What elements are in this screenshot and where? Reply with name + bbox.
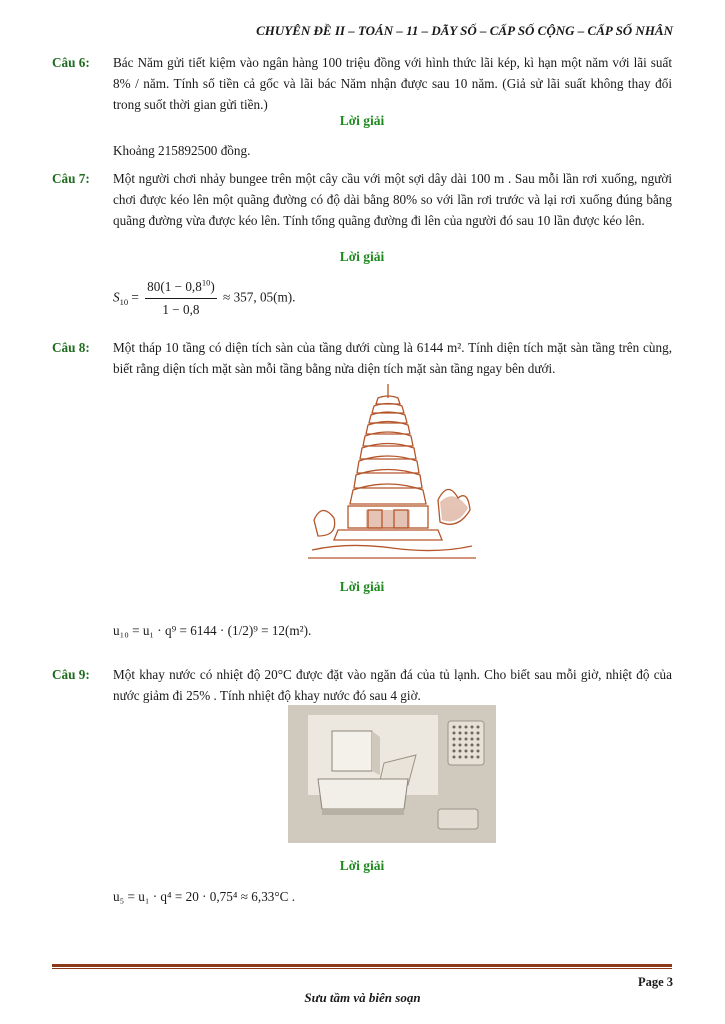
footer-rule bbox=[52, 964, 672, 967]
question-6 bbox=[52, 52, 672, 115]
solution-heading: Lời giải bbox=[339, 113, 385, 128]
question-text: Một tháp 10 tầng có diện tích sàn của tầng dưới cùng là 6144 m². Tính diện tích mặt sàn tầng trên cùng, biết rằng diện tích mặt sàn mỗi tầng bằng nửa diện tích mặt sàn tầng ngay bên dưới. bbox=[113, 340, 672, 376]
formula-exponent: 10 bbox=[201, 277, 211, 288]
question-text: Một người chơi nhảy bungee trên một cây cầu với một sợi dây dài 100 m . Sau mỗi lần rơi xuống, người chơi được kéo lên một quãng đường có độ dài bằng 80% so với lần rơi trước và lại rơi xuống đúng bằng quãng đường vừa được kéo lên. Tính tổng quãng đường đi lên của người đó sau 10 lần được kéo lên. bbox=[113, 171, 672, 228]
question-label: Câu 6: bbox=[52, 55, 90, 70]
formula-numerator: 80(1 − 0,8 bbox=[147, 279, 202, 294]
formula-rhs: ≈ 357, 05(m). bbox=[223, 289, 296, 305]
formula-fraction: $\frac{80(1 - 0,8^{10})}{1 - 0,8}$ bbox=[147, 277, 215, 317]
solution-heading: Lời giải bbox=[339, 579, 385, 594]
footer-note: Sưu tầm và biên soạn bbox=[304, 990, 421, 1005]
question-8 bbox=[52, 337, 672, 379]
question-7 bbox=[52, 168, 672, 231]
question-9 bbox=[52, 664, 672, 706]
formula-lhs-sub: 10 bbox=[119, 297, 129, 308]
formula-s10: $S_{10}$ = $\frac{80(1 - 0,8^{10})}{1 - 0,8}$ ≈ 357, 05(m). bbox=[113, 277, 296, 317]
formula-u5: u₅ = u₁ · q⁴ = 20 · 0,75⁴ ≈ 6,33°C . bbox=[113, 889, 296, 904]
solution-heading: Lời giải bbox=[339, 249, 385, 264]
question-label: Câu 8: bbox=[52, 340, 90, 355]
formula-denominator: 1 − 0,8 bbox=[162, 302, 200, 317]
question-text: Một khay nước có nhiệt độ 20°C được đặt vào ngăn đá của tủ lạnh. Cho biết sau mỗi giờ, nhiệt độ của nước giảm đi 25% . Tính nhiệt độ khay nước đó sau 4 giờ. bbox=[113, 667, 672, 703]
question-label: Câu 9: bbox=[52, 667, 90, 682]
footer-rule-thin bbox=[52, 968, 672, 969]
answer-text: Khoảng 215892500 đồng. bbox=[113, 143, 251, 158]
page-number: Page 3 bbox=[637, 975, 673, 989]
pagoda-image bbox=[308, 380, 476, 562]
freezer-tray-image bbox=[288, 705, 496, 843]
formula-lhs: S bbox=[113, 289, 120, 305]
question-text: Bác Năm gửi tiết kiệm vào ngân hàng 100 triệu đồng với hình thức lãi kép, kì hạn một năm với lãi suất 8% / năm. Tính số tiền cả gốc và lãi bác Năm nhận được sau 10 năm. (Giả sử lãi suất không thay đổi trong suốt thời gian gửi tiền.) bbox=[113, 55, 672, 112]
question-label: Câu 7: bbox=[52, 171, 90, 186]
solution-heading: Lời giải bbox=[339, 858, 385, 873]
page-header: CHUYÊN ĐỀ II – TOÁN – 11 – DÃY SỐ – CẤP SỐ CỘNG – CẤP SỐ NHÂN bbox=[256, 23, 673, 38]
formula-u10: u₁₀ = u₁ · q⁹ = 6144 · (1/2)⁹ = 12(m²). bbox=[113, 623, 312, 638]
